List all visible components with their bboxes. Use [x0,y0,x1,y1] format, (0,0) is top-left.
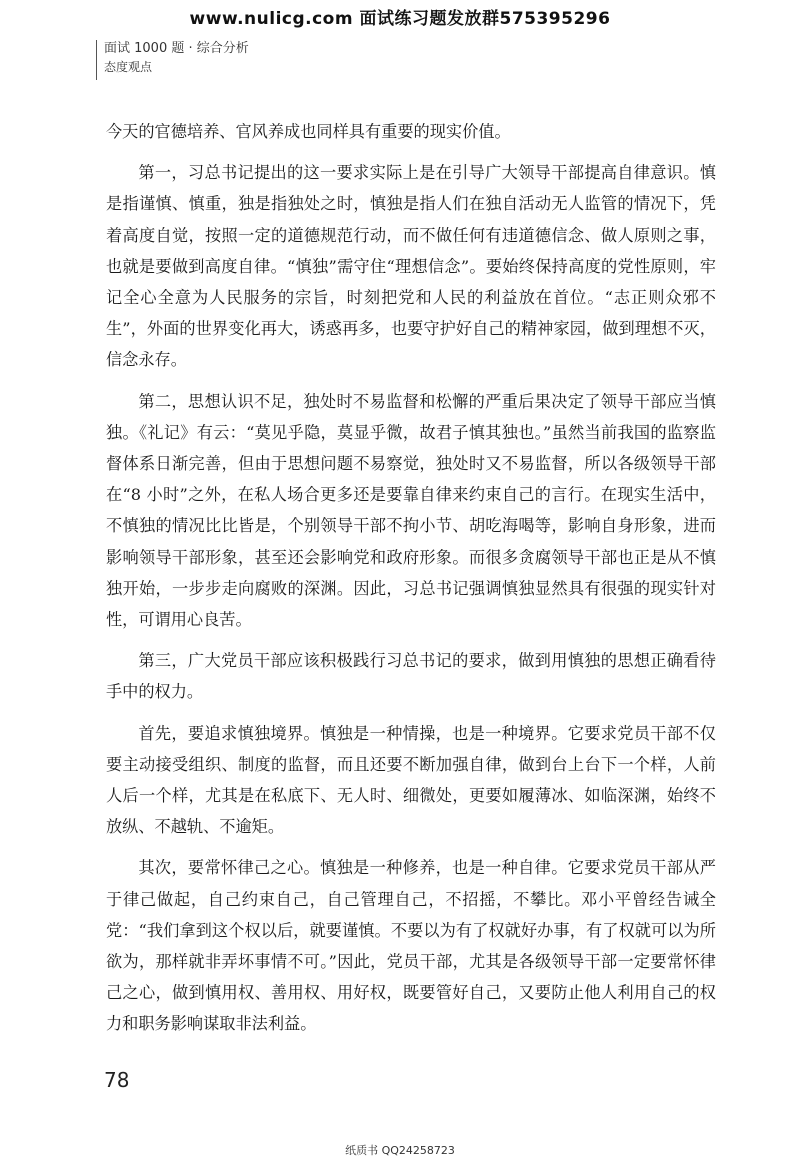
running-header [104,40,249,76]
paragraph-2: 第一，习总书记提出的这一要求实际上是在引导广大领导干部提高自律意识。慎是指谨慎、慎重，独是指独处之时，慎独是指人们在独自活动无人监管的情况下，凭着高度自觉，按照一定的道德规范行动，而不做任何有违道德信念、做人原则之事，也就是要做到高度自律。“慎独”需守住“理想信念”。要始终保持高度的党性原则，牢记全心全意为人民服务的宗旨，时刻把党和人民的利益放在首位。“志正则众邪不生”，外面的世界变化再大，诱惑再多，也要守护好自己的精神家园，做到理想不灭，信念永存。 [106,163,716,370]
watermark-banner: www.nulicg.com 面试练习题发放群575395296 [189,9,611,29]
footer-note: 纸质书 QQ24258723 [345,1144,455,1157]
section-title: 态度观点 [104,60,153,74]
paragraph-3: 第二，思想认识不足，独处时不易监督和松懈的严重后果决定了领导干部应当慎独。《礼记》有云：“莫见乎隐，莫显乎微，故君子慎其独也。”虽然当前我国的监察监督体系日渐完善，但由于思想问题不易察觉，独处时又不易监督，所以各级领导干部在“8 小时”之外，在私人场合更多还是要靠自律来约束自己的言行。在现实生活中，不慎独的情况比比皆是，个别领导干部不拘小节、胡吃海喝等，影响自身形象，进而影响领导干部形象，甚至还会影响党和政府形象。而很多贪腐领导干部也正是从不慎独开始，一步步走向腐败的深渊。因此，习总书记强调慎独显然具有很强的现实针对性，可谓用心良苦。 [106,391,716,630]
book-title: 面试 1000 题 · 综合分析 [104,41,249,56]
paragraph-5: 首先，要追求慎独境界。慎独是一种情操，也是一种境界。它要求党员干部不仅要主动接受组织、制度的监督，而且还要不断加强自律，做到台上台下一个样，人前人后一个样，尤其是在私底下、无人时、细微处，更要如履薄冰、如临深渊，始终不放纵、不越轨、不逾矩。 [106,723,716,837]
paragraph-4: 第三，广大党员干部应该积极践行习总书记的要求，做到用慎独的思想正确看待手中的权力。 [106,651,716,702]
paragraph-6: 其次，要常怀律己之心。慎独是一种修养，也是一种自律。它要求党员干部从严于律己做起，自己约束自己，自己管理自己，不招摇，不攀比。邓小平曾经告诫全党：“我们拿到这个权以后，就要谨慎。不要以为有了权就好办事，有了权就可以为所欲为，那样就非弄坏事情不可。”因此，党员干部，尤其是各级领导干部一定要常怀律己之心，做到慎用权、善用权、用好权，既要管好自己，又要防止他人利用自己的权力和职务影响谋取非法利益。 [106,858,716,1034]
header-divider [96,40,97,80]
body-text [106,116,716,1050]
paragraph-1: 今天的官德培养、官风养成也同样具有重要的现实价值。 [106,122,511,141]
page-number: 78 [104,1068,130,1092]
